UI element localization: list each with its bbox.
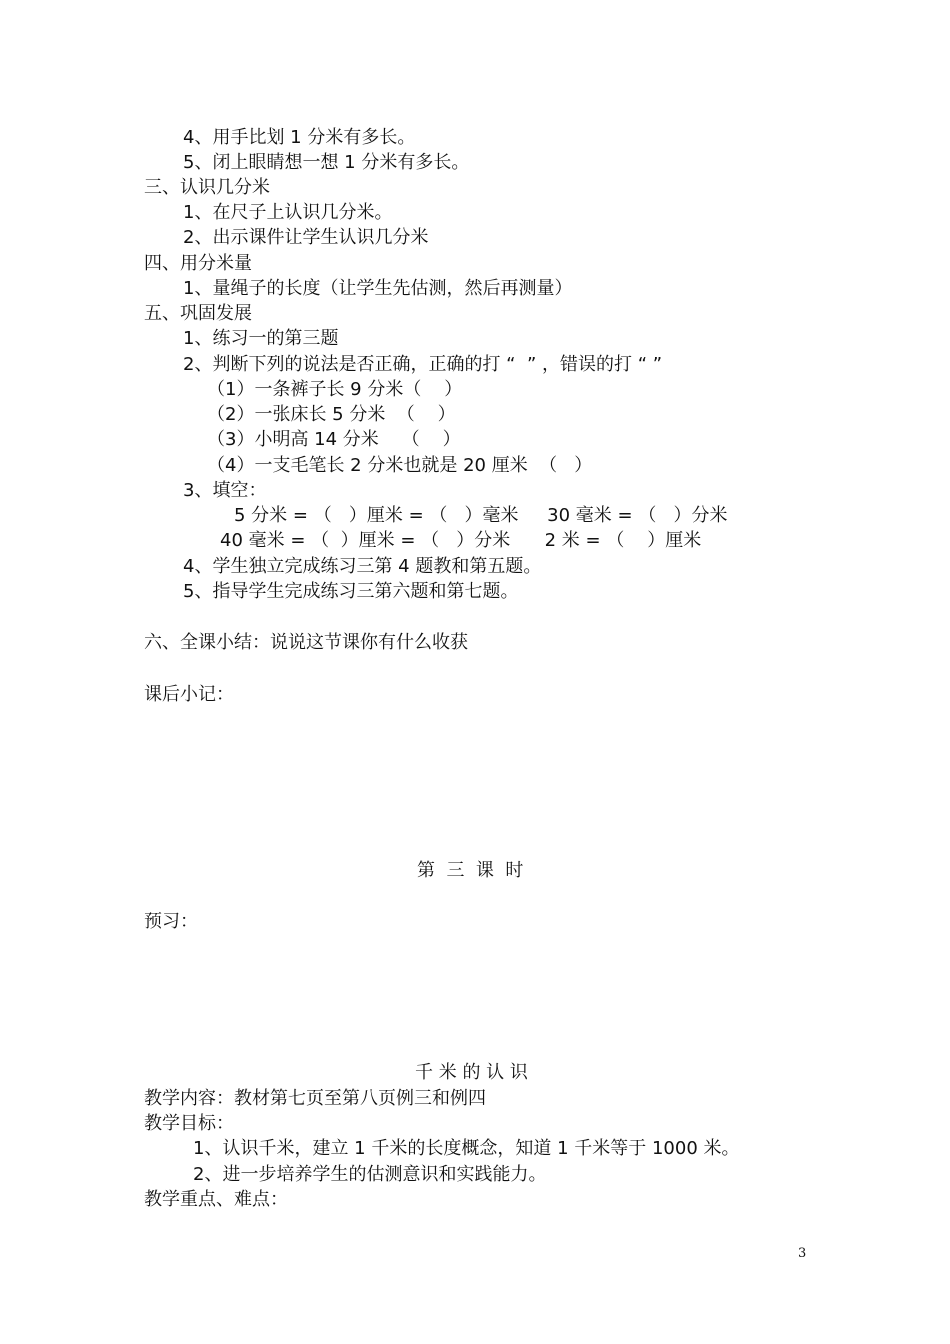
fill-blank-line-1: 5 分米 = （ ）厘米 = （ ）毫米 30 毫米 = （ ）分米 [234, 505, 728, 526]
section-4-heading: 四、用分米量 [144, 253, 252, 274]
teaching-goals-label: 教学目标： [144, 1113, 234, 1134]
judge-item-1: （1）一条裤子长 9 分米（ ） [207, 379, 463, 400]
section-3-item-1: 1、在尺子上认识几分米。 [183, 202, 393, 223]
key-difficult-points-label: 教学重点、难点： [144, 1189, 288, 1210]
section-6-summary: 六、全课小结：说说这节课你有什么收获 [144, 632, 468, 653]
section-5-heading: 五、巩固发展 [144, 303, 252, 324]
preview-label: 预习： [144, 911, 198, 932]
judge-item-3: （3）小明高 14 分米 （ ） [207, 429, 461, 450]
section-5-item-5: 5、指导学生完成练习三第六题和第七题。 [183, 581, 519, 602]
section-5-item-4: 4、学生独立完成练习三第 4 题教和第五题。 [183, 556, 542, 577]
step-4-gesture: 4、用手比划 1 分米有多长。 [183, 127, 416, 148]
section-5-item-3: 3、填空： [183, 480, 267, 501]
step-5-imagine: 5、闭上眼睛想一想 1 分米有多长。 [183, 152, 470, 173]
judge-item-4: （4）一支毛笔长 2 分米也就是 20 厘米 （ ） [207, 455, 593, 476]
fill-blank-line-2: 40 毫米 = （ ）厘米 = （ ）分米 2 米 = （ ）厘米 [220, 530, 702, 551]
after-class-notes-label: 课后小记： [144, 684, 234, 705]
lesson-title: 第 三 课 时 [417, 860, 524, 881]
topic-title: 千 米 的 认 识 [415, 1062, 528, 1083]
section-5-item-2: 2、判断下列的说法是否正确，正确的打 “ ” ，错误的打 “ ” [183, 354, 663, 375]
section-3-heading: 三、认识几分米 [144, 177, 270, 198]
goal-1: 1、认识千米，建立 1 千米的长度概念，知道 1 千米等于 1000 米。 [193, 1138, 740, 1159]
section-3-item-2: 2、出示课件让学生认识几分米 [183, 227, 429, 248]
goal-2: 2、进一步培养学生的估测意识和实践能力。 [193, 1164, 547, 1185]
section-5-item-1: 1、练习一的第三题 [183, 328, 339, 349]
section-4-item-1: 1、量绳子的长度（让学生先估测，然后再测量） [183, 278, 573, 299]
judge-item-2: （2）一张床长 5 分米 （ ） [207, 404, 456, 425]
teaching-content: 教学内容：教材第七页至第八页例三和例四 [144, 1088, 486, 1109]
page-number: 3 [798, 1246, 807, 1261]
